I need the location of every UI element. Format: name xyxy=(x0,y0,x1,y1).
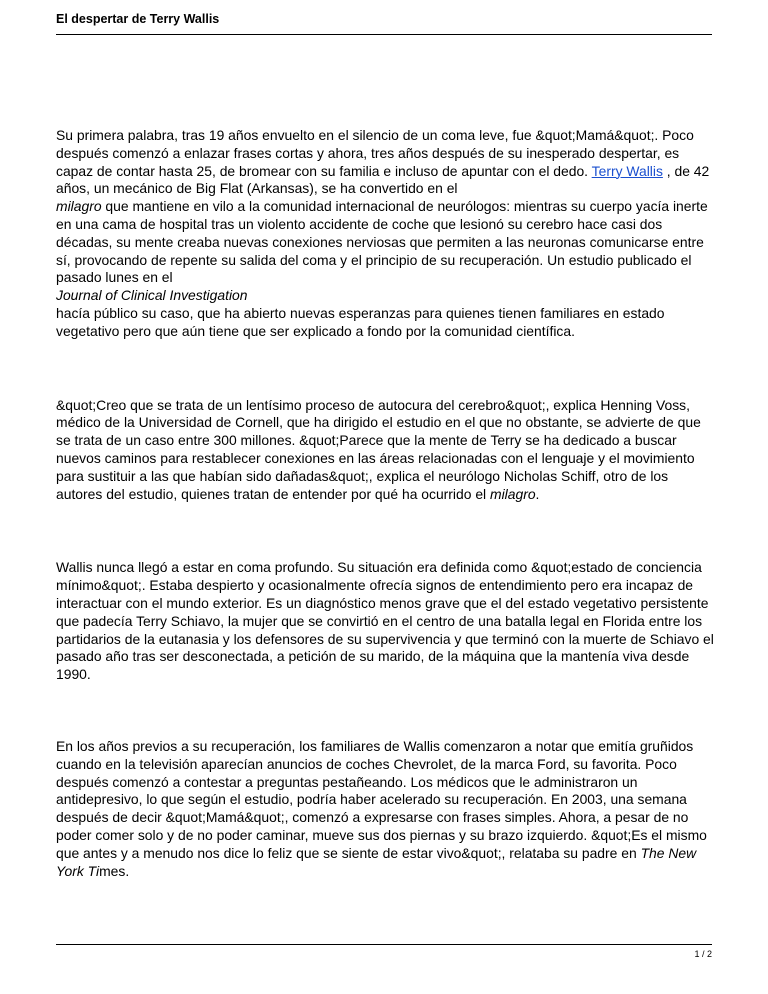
document-header-title: El despertar de Terry Wallis xyxy=(56,12,220,26)
paragraph-4-text-b: mes. xyxy=(99,862,130,879)
paragraph-2 xyxy=(56,397,718,504)
journal-name: Journal of Clinical Investigation xyxy=(56,287,248,304)
footer-divider xyxy=(56,944,712,945)
header-divider xyxy=(56,34,712,35)
article-body xyxy=(56,127,718,880)
paragraph-1 xyxy=(56,127,718,341)
page-number: 1 / 2 xyxy=(694,949,712,959)
paragraph-4 xyxy=(56,738,718,880)
terry-wallis-link[interactable]: Terry Wallis xyxy=(591,162,663,179)
paragraph-3 xyxy=(56,559,718,684)
paragraph-3-text: Wallis nunca llegó a estar en coma profundo. Su situación era definida como &quot;estado de conciencia mínimo&quot;. Estaba despierto y ocasionalmente ofrecía signos de entendimiento pero era incapaz de interactuar con el mundo exterior. Es un diagnóstico menos grave que el del estado vegetativo persistente que padecía Terry Schiavo, la mujer que se convirtió en el centro de una batalla legal en Florida entre los partidarios de la eutanasia y los defensores de su supervivencia y que terminó con la muerte de Schiavo el pasado año tras ser desconectada, a petición de su marido, de la máquina que la mantenía viva desde 1990. xyxy=(56,559,714,683)
paragraph-1-text-a: Su primera palabra, tras 19 años envuelto en el silencio de un coma leve, fue &quot;Mamá&quot;. Poco después comenzó a enlazar frases cortas y ahora, tres años después de su inesperado despertar, es capaz de contar hasta 25, de bromear con su familia e incluso de apuntar con el dedo. xyxy=(56,127,694,179)
paragraph-1-text-b: , de 42 años, un mecánico de Big Flat (Arkansas), se ha convertido en el xyxy=(56,162,710,197)
paragraph-2-text-b: . xyxy=(535,485,540,502)
paragraph-4-text-a: En los años previos a su recuperación, los familiares de Wallis comenzaron a notar que emitía gruñidos cuando en la televisión aparecían anuncios de coches Chevrolet, de la marca Ford, su favorita. Poco después comenzó a contestar a preguntas pestañeando. Los médicos que le administraron un antidepresivo, lo que según el estudio, podría haber acelerado su recuperación. En 2003, una semana después de decir &quot;Mamá&quot;, comenzó a expresarse con frases simples. Ahora, a pesar de no poder comer solo y de no poder caminar, mueve sus dos piernas y su brazo izquierdo. &quot;Es el mismo que antes y a menudo nos dice lo feliz que se siente de estar vivo&quot;, relataba su padre en xyxy=(56,737,707,861)
paragraph-4-emphasis: The New York Ti xyxy=(56,844,697,879)
paragraph-1-emphasis: milagro xyxy=(56,198,102,215)
paragraph-1-text-c: que mantiene en vilo a la comunidad internacional de neurólogos: mientras su cuerpo yacía inerte en una cama de hospital tras un violento accidente de coche que lesionó su cerebro hace casi dos décadas, su mente creaba nuevas conexiones nerviosas que permiten a las neuronas comunicarse entre sí, provocando de repente su salida del coma y el principio de su recuperación. Un estudio publicado el pasado lunes en el xyxy=(56,198,708,286)
paragraph-2-emphasis: milagro xyxy=(490,485,536,502)
paragraph-2-text-a: &quot;Creo que se trata de un lentísimo proceso de autocura del cerebro&quot;, explica Henning Voss, médico de la Universidad de Cornell, que ha dirigido el estudio en el que no obstante, se advierte de que se trata de un caso entre 300 millones. &quot;Parece que la mente de Terry se ha dedicado a buscar nuevos caminos para restablecer conexiones en las áreas relacionadas con el lenguaje y el movimiento para sustituir a las que habían sido dañadas&quot;, explica el neurólogo Nicholas Schiff, otro de los autores del estudio, quienes tratan de entender por qué ha ocurrido el xyxy=(56,396,701,502)
paragraph-1-text-d: hacía público su caso, que ha abierto nuevas esperanzas para quienes tienen familiares en estado vegetativo pero que aún tiene que ser explicado a fondo por la comunidad científica. xyxy=(56,304,665,339)
